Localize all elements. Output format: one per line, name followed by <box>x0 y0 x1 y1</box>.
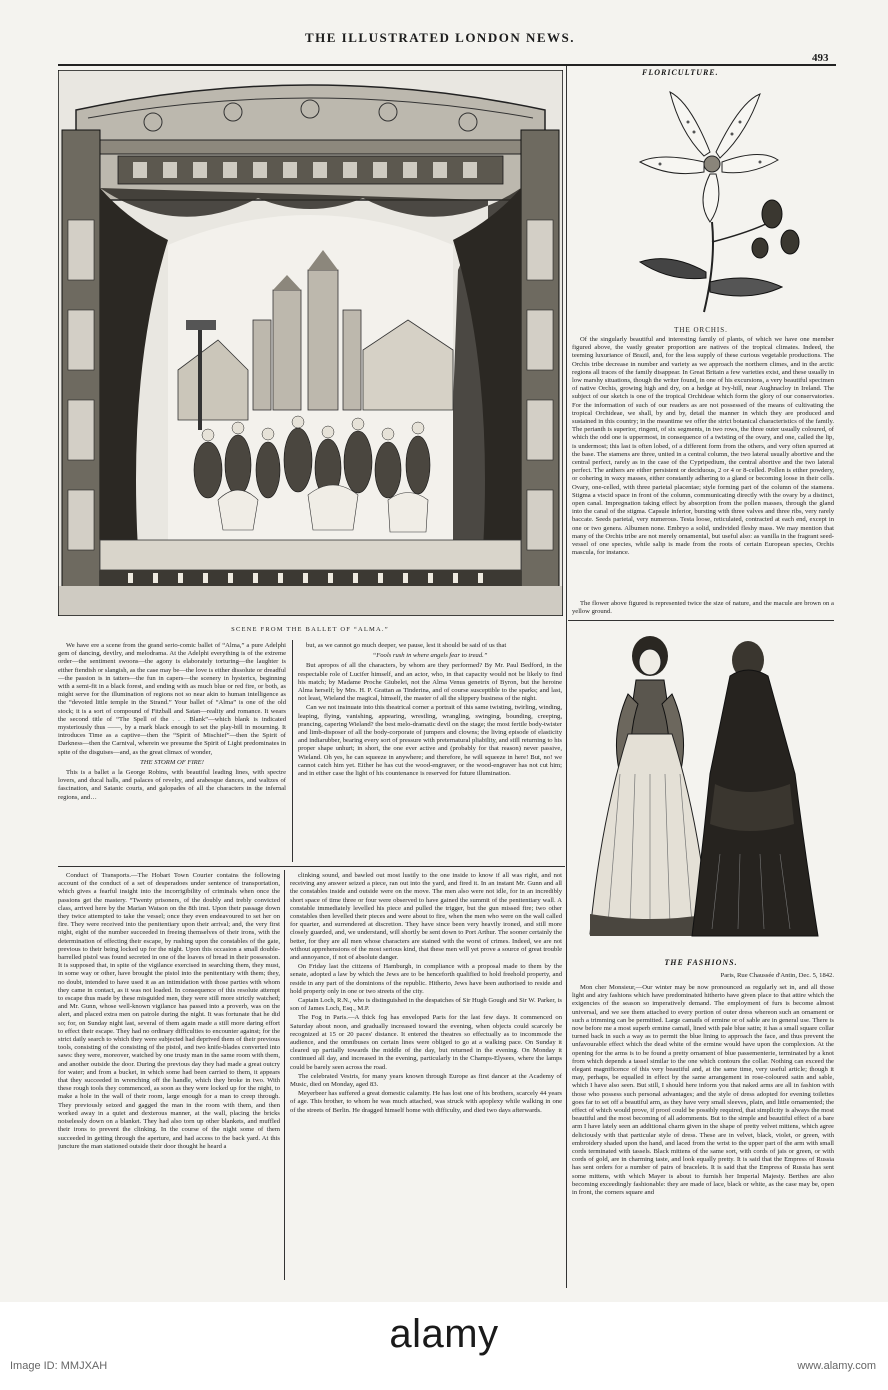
transports-article-col1 <box>58 872 280 1282</box>
theatre-col2-para: But apropos of all the characters, by whom are they performed? By Mr. Paul Bedford, in the respectable role of Lucifer himself, and an actor, who, in that capacity would not be likely to find his match; by Madame Proche Giubelei, not the Alma Venus genetrix of Byron, but the heroine Alma herself; by Mrs. H. P. Grattan as Tinderina, and of course susceptible to the sparks; and last, not least, Wieland the magical, himself, the master of all the slippery business of the night. <box>298 662 562 703</box>
watermark-url: www.alamy.com <box>797 1360 876 1372</box>
news-para: The celebrated Vestris, for many years known through Europe as first dancer at the Academy of Music, died on Monday, aged 83. <box>290 1072 562 1089</box>
page-number: 493 <box>812 52 829 64</box>
orchis-end-rule <box>568 620 834 621</box>
theatre-engraving <box>58 70 563 616</box>
orchis-engraving <box>600 82 820 322</box>
fashions-dateline <box>572 972 834 982</box>
alamy-logo: alamy <box>389 1312 499 1356</box>
news-para: On Friday last the citizens of Hamburgh, in compliance with a proposal made to them by the senate, adopted a law by which the Jews are to be henceforth qualified to hold freehold property, and reside in any part of the dominions of the republic. Hitherto, Jews have been authorised to reside and hold property only in one or two streets of the city. <box>290 963 562 995</box>
fashions-text: Mon cher Monsieur,—Our winter may be now pronounced as regularly set in, and all those light and airy fashions which have predominated hitherto have given place to that attire which the exigencies of the season so imperatively demand. The employment of furs is become almost universal, and we see them attached to every portion of outer dress whereon such an ornament or such a trimming can be permitted. Large camails of ermine or of sable are in general use. There is now before me a most superb ermine camail, lined with pale blue satin; it has a small square collar turned back in such a way as to permit the blue lining to approach the face, and thus prevent the unfavourable effect which the dead white of the ermine would have upon the complexion. At the opening for the arms is to be found a pretty ornament of blue passementerie, terminated by a knot from which depends a tassel similar to the one which contours the collar. Nothing can exceed the elegant magnificence of this very beautiful and, at the same time, very useful article; though it may, perhaps, be equalled in effect by the same arrangement in rose-coloured satin and sable, which I have also seen. But still, I should here inform you that naked arms are all in fashion with those who possess such personal advantages; and the style of dress adopted for evening toilettes goes far to set off a beautiful arm, as they have very small sleeves, plain, and little ornamented; the effect of which would prove, if proof could be possibly required, that simplicity is always the most beautiful and the most becoming of all adornments. But to the simple and beautiful effect of a bare arm I have lately seen an additional charm given in the shape of pretty velvet mittens, which agree deliciously with that particular style of dress. These are in velvet, black, violet, or green, with embroidery shaded upon the hand, and laced from the wrist to the upper part of the arm with small cords terminated with tassels. Black mittens of the same sort, with cords of jais or green, or with cords of gold, are in charming taste, and look equally pretty. It is said that the Empress of Russia has sent orders for a number of pairs of bracelets. It is said that the Empress of Russia has sent some mittens, with which Mayer is about to furnish her Imperial Majesty. Berthes are also becoming exceedingly fashionable: they are made of lace, black or white, as the case may be, open in front, the corners square and <box>572 984 834 1197</box>
transports-col1-para: Conduct of Transports.—The Hobart Town Courier contains the following account of the conduct of a set of desperadoes under sentence of transportation, which gives a fearful insight into the incorrigibility of criminals when once the passions get the mastery. “Twenty prisoners, of the doubly and trebly convicted class, arrived here by the Marian Watson on the 8th inst. Upon their passage down they twice attempted to take the vessel; once they even endeavoured to set her on fire. They were received into the penitentiary upon their arrival; and, the very first night, eight of the number succeeded in freeing themselves of their irons, with the determination of effecting their escape, by rushing upon the constables of the gate, previous to their being locked up for the night. Upon this occasion a small double-barrelled pistol was found secreted in one of the loaves of bread in their possession. It is supposed that, in spite of the vigilance exercised in searching them, they must, in some way or other, have brought the pistol into the penitentiary with them; they, no doubt, intended to have used it as an intimidation with those parties with whom they came in contact, as it was not loaded. In consequence of this resolute attempt to escape thus made by these misguided men, they were still more strictly watched; and Mr. Gunn, whose well-known vigilance has passed into a proverb, was on the alert, and placed extra men on patrole during the night. It was fortunate that he did so; for, on Sunday night last, several of them again made a still more daring effort to effect their escape. They had no ordinary difficulties to encounter against; for the strict daily search to which they were subjected had deprived them of their previous tools, consisting of the consisting of the pistol, and two knife-blades converted into saws: they were, moreover, watched by one trusty man in the same room with them, and another outside the door. During the previous day they had made a great outcry for water; and from a bucket, in which some had been carried to them, it appears that they succeeded in wrenching off the handle, which they broke in two. With these rough tools they commenced, as soon as they were locked up for the night, to make a hole in the wall of their room, large enough for a man to creep through. They previously seized and gagged the man in the room with them, and then worked away in a quiet and dexterous manner, at the wall, placing the bricks noiselessly down on a blanket. They had also torn up other blankets, and muffled their irons to prevent the clinking. In the course of the night some of them succeeded in getting through the aperture, and had access to the back yard. At this juncture the man stationed outside their door thought he heard a <box>58 872 280 1150</box>
theatre-col1-para: This is a ballet a la George Robins, with beautiful leading lines, with spectre lovers, and ducal halls, and palaces of revelry, and arabesque dances, and waltzes of fascination, and Satanic courts, and galopades of all the characters in the infernal regions, and… <box>58 769 286 801</box>
news-para: Captain Loch, R.N., who is distinguished in the despatches of Sir Hugh Gough and Sir W. Parker, is son of James Loch, Esq., M.P. <box>290 997 562 1013</box>
section-rule <box>58 866 565 867</box>
theatre-col2-para: but, as we cannot go much deeper, we pause, lest it should be said of us that <box>306 642 507 649</box>
fashions-article <box>572 984 834 1282</box>
column-rule-transports <box>284 870 285 1280</box>
orchis-article <box>572 336 834 598</box>
theatre-col2-para: Can we not insinuate into this theatrical corner a portrait of this same twisting, twirling, winding, leaping, flying, vanishing, appearing, wrestling, wrangling, swinging, bounding, creeping, prancing, capering Wieland? the best melo-dramatic devil on the stage; the most fertile body-twister and limb-disposer of all the body-corporate of jumpers and clowns; the living episode of elasticity and indiarubber, bearing every sort of pressure with preternatural pliability, and still returning to his proper shape unhurt; in short, the one ever active and (probably for that reason) never passive, Wieland. Oh yes, he can squeeze in anywhere; and therefore, he will squeeze in here! But, no! we cannot catch him yet. Either he has cut the wood-engraver, or the wood-engraver has not cut him; and in either case the light of his countenance is reserved for future illumination. <box>298 704 562 778</box>
column-rule-theatre <box>292 640 293 862</box>
theatre-subheading: THE STORM OF FIRE! <box>140 758 204 766</box>
transports-article-col2 <box>290 872 562 1282</box>
orchis-heading: THE ORCHIS. <box>674 326 728 334</box>
orchis-text: Of the singularly beautiful and interesting family of plants, of which we have one member figured above, the vastly greater proportion are natives of the tropical climates. Indeed, the teeming luxuriance of Brazil, and, for the less supply of these curious vegetable productions. The Orchis tribe decrease in number and variety as we approach the northern climes, and in the arctic regions all traces of the family disappear. In Great Britain a few varieties exist, and these usually in low marshy situations, though the writer found, in one of his excursions, a very beautiful specimen of native Orchis, growing high and dry, on a hedge at Ivy-hill, near Aughnacloy in Ireland. The subject of our sketch is one of the tropical Orchideae which form the glory of our conservatories. For the information of such of our readers as are not possessed of the means of cultivating the tropical Orchideae, we shall, by and by, detail the manner in which they are produced and sustained in this country; in the meantime we offer the strict botanical characteristics of the family. The perianth is superior, ringent, of six segments, in two rows, the three outer usually coloured, of which the odd one is uppermost, in consequence of a twisting of the ovary, and one, called the lip, is undermost; this last is often lobed, of a different form from the others, and very often spurred at the base. The stamens are three, united in a central column, the two lateral usually abortive and the central perfect, rarely as in the case of the Cypripedium, the central abortive and the two lateral perfect. The anthers are either persistent or deciduous, 2 or 4 or 8-celled. Pollen is either powdery, or cohering in waxy masses, either constantly adhering to a gland or becoming loose in their cells. Ovary, one-celled, with three parietal placentae; style forming part of the column of the stamens. Stigma a viscid space in front of the column, communicating directly with the ovary by a distinct, open canal. Impregnation taking effect by absorption from the pollen masses, through the gland into the canal of the stigma. Capsule inferior, bursting with three valves and three ribs, very rarely baccate. Seeds parietal, very numerous. Testa loose, reticulated, contracted at each end, except in one or two genera. Albumen none. Embryo a solid, undivided fleshy mass. We may mention that many of the Orchis tribe are not merely ornamental, but useful also: as vanilla in the fragrant seed-vessel of one species, while salip is made from the roots of certain European species, Orchis mascula, for instance. <box>572 336 834 557</box>
news-para: clinking sound, and bawled out most lustily to the one inside to know if all was right, and not receiving any answer seized a piece, ran out into the yard, and fired it. In an instant Mr. Gunn and all the constables inside and outside were on the move. The men also were not idle, for in an incredibly short space of time three or four were observed to have gained the summit of the penitentiary wall. A constable immediately levelled his piece and pulled the trigger, but the gun missed fire; two other constables then levelled their pieces and were about to fire, when the men who were on the wall called for quarter, and surrendered at discretion. They have since been very heavily ironed, and still more closely guarded, and, we understand, will shortly be sent down to Port Arthur. The sooner certainly the better, for they are all men whose characters are stained with the worst of crimes. Indeed, we are not without apprehensions of the most serious kind, that these men will yet prove a source of great trouble and annoyance, if not of absolute danger. <box>290 872 562 962</box>
column-rule-right <box>566 66 567 1288</box>
theatre-col1-para: We have ere a scene from the grand serio-comic ballet of “Alma,” a pure Adelphi gem of dancing, devilry, and melodrama. At the Adelphi everything is of the extreme order—the sentiment swoons—the agony is elaborately torturing—the laughter is either fiendish or slangish, as the case may be—the love is either dissolute or dreadful—the passion is in tatters—the fun in capers—the scenery in hysterics, beginning with a semi-fit in a black forest, and ending with as much blue or red fire, or both, as might serve for the illumination of regions not so near akin to human intelligence as the “devoted little temple in the Strand.” Your ballet of “Alma” is one of the old stock; it is a sort of compound of Fitzball and Satan—reality and romance. It wears the second title of “The Spell of the . . . Blank”—which blank is indicated mysteriously thus ——, by a mark black enough to set the play-bill in mourning. It introduces Time as a captive—then the “Spirit of Mischief”—then the Spirit of Darkness—then the Carnival, wherein we presume the Spirit of Light predominates in spite of the disguises—and, as the great climax of wonder, <box>58 642 286 756</box>
theatre-article-col1 <box>58 642 286 864</box>
floriculture-heading: FLORICULTURE. <box>642 68 719 77</box>
image-id: Image ID: MMJXAH <box>10 1360 108 1372</box>
news-para: Meyerbeer has suffered a great domestic calamity. He has lost one of his brothers, scarcely 44 years of age. This brother, to whom he was much attached, was struck with apoplexy while walking in one of the streets of Berlin. He dragged himself home with difficulty, and died two days afterwards. <box>290 1090 562 1114</box>
theatre-quote: “Fools rush in where angels fear to tread.” <box>372 652 488 660</box>
orchis-note <box>572 600 834 618</box>
masthead-rule <box>58 64 836 66</box>
fashions-engraving <box>580 624 830 954</box>
theatre-caption: SCENE FROM THE BALLET OF “ALMA.” <box>231 626 389 633</box>
masthead: THE ILLUSTRATED LONDON NEWS. <box>304 30 576 45</box>
fashions-dateline-text: Paris, Rue Chaussée d'Antin, Dec. 5, 1842. <box>720 972 834 979</box>
news-para: The Fog in Paris.—A thick fog has enveloped Paris for the last few days. It commenced on Saturday about noon, and gradually increased toward the evening, when objects could scarcely be recognized at 15 or 20 paces' distance. It entered the theatres so effectually as to incommode the audience, and the omnibuses on certain lines were obliged to go at a walking pace. On Sunday it cleared up partially towards the middle of the day, but returned in the evening. On Monday it continued all day, and increased in the evening, particularly in the Champs-Elysees, where the lamps could be barely seen across the road. <box>290 1014 562 1071</box>
theatre-article-col2 <box>298 642 562 864</box>
orchis-note-text: The flower above figured is represented twice the size of nature, and the macule are brown on a yellow ground. <box>572 600 834 616</box>
fashions-heading: THE FASHIONS. <box>664 958 738 967</box>
